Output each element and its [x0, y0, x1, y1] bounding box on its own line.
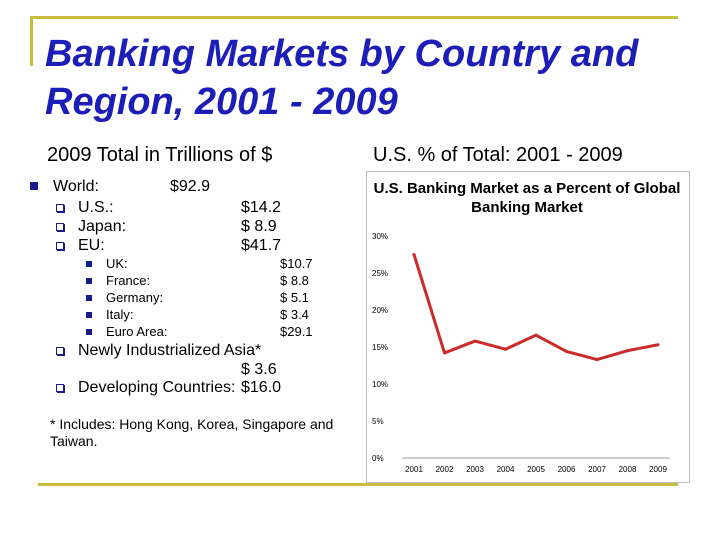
x-tick-label: 2009	[649, 465, 667, 474]
slide-title: Banking Markets by Country and Region, 2001 - 2009	[45, 33, 639, 123]
y-tick-label: 20%	[372, 306, 389, 315]
x-tick-label: 2002	[435, 465, 454, 474]
left-heading: 2009 Total in Trillions of $	[47, 144, 273, 166]
eu-member-value: $ 8.8	[280, 273, 309, 288]
data-point	[626, 349, 629, 352]
eu-member-value: $10.7	[280, 256, 313, 271]
world-label: World:	[53, 178, 99, 195]
nia-value: $ 3.6	[241, 361, 277, 378]
y-tick-label: 25%	[372, 269, 389, 278]
bullet-hollow-square-icon	[56, 242, 64, 250]
right-heading: U.S. % of Total: 2001 - 2009	[373, 144, 623, 166]
region-label: U.S.:	[78, 199, 114, 216]
line-chart	[366, 171, 690, 483]
y-tick-label: 30%	[372, 232, 389, 241]
left-rule	[30, 16, 33, 66]
eu-member-label: Germany:	[106, 290, 164, 305]
eu-member-label: Euro Area:	[106, 324, 168, 339]
bullet-small-square-icon	[86, 295, 92, 301]
eu-member-label: UK:	[106, 256, 128, 271]
bullet-square-icon	[30, 182, 38, 190]
chart-title: U.S. Banking Market as a Percent of Global Banking Market	[373, 180, 681, 216]
developing-value: $16.0	[241, 379, 282, 396]
y-tick-label: 15%	[372, 343, 389, 352]
bullet-small-square-icon	[86, 312, 92, 318]
bullet-hollow-square-icon	[56, 384, 64, 392]
eu-member-label: Italy:	[106, 307, 134, 322]
nia-label: Newly Industrialized Asia*	[78, 342, 262, 359]
data-point	[413, 253, 416, 256]
bullet-small-square-icon	[86, 278, 92, 284]
data-point	[535, 334, 538, 337]
bullet-hollow-square-icon	[56, 347, 64, 355]
eu-member-value: $ 5.1	[280, 290, 309, 305]
data-point	[565, 350, 568, 353]
data-point	[657, 343, 660, 346]
x-tick-label: 2005	[527, 465, 545, 474]
x-tick-label: 2008	[618, 465, 637, 474]
x-tick-label: 2007	[588, 465, 606, 474]
eu-member-label: France:	[106, 273, 151, 288]
x-tick-label: 2003	[466, 465, 484, 474]
bullet-hollow-square-icon	[56, 223, 64, 231]
world-value: $92.9	[170, 178, 211, 195]
bullet-small-square-icon	[86, 329, 92, 335]
bullet-small-square-icon	[86, 261, 92, 267]
region-label: Japan:	[78, 218, 127, 235]
x-tick-label: 2004	[496, 465, 515, 474]
y-tick-label: 10%	[372, 380, 389, 389]
bottom-rule	[38, 483, 678, 486]
eu-member-value: $ 3.4	[280, 307, 309, 322]
data-point	[474, 340, 477, 343]
y-tick-label: 5%	[372, 417, 384, 426]
series-line	[414, 255, 658, 360]
region-label: EU:	[78, 237, 105, 254]
eu-member-value: $29.1	[280, 324, 313, 339]
bullet-hollow-square-icon	[56, 204, 64, 212]
x-tick-label: 2001	[405, 465, 423, 474]
data-point	[596, 358, 599, 361]
x-tick-label: 2006	[557, 465, 576, 474]
region-value: $ 8.9	[241, 218, 277, 235]
y-tick-label: 0%	[372, 454, 384, 463]
top-rule	[30, 16, 678, 19]
data-point	[443, 351, 446, 354]
region-value: $41.7	[241, 237, 282, 254]
developing-label: Developing Countries:	[78, 379, 236, 396]
footnote: * Includes: Hong Kong, Korea, Singapore and Taiwan.	[50, 416, 334, 449]
data-point	[504, 348, 507, 351]
region-value: $14.2	[241, 199, 282, 216]
